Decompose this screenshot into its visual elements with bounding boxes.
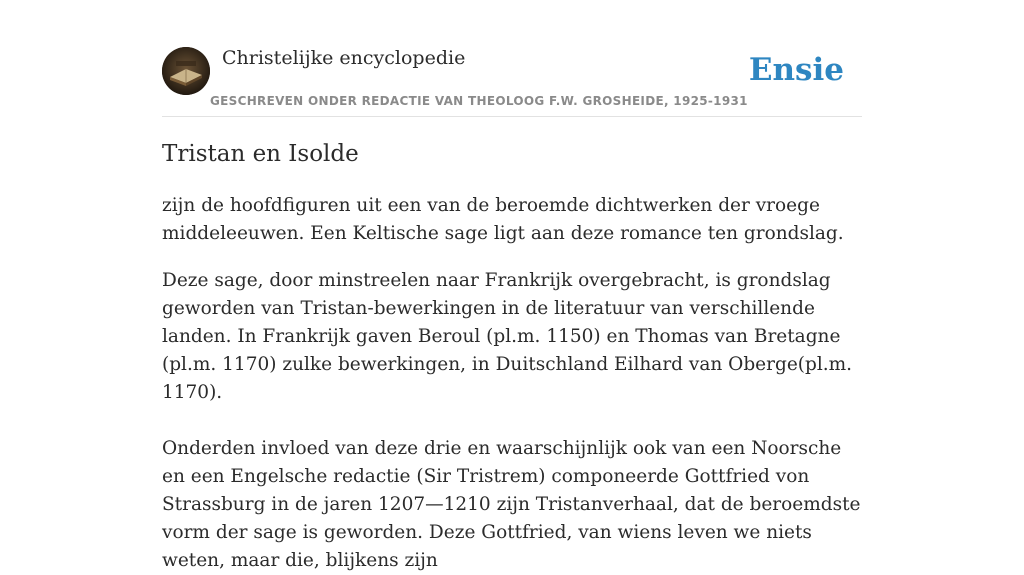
paragraph: Deze sage, door minstreelen naar Frankrijk overgebracht, is grondslag geworden van Tristan-bewerkingen in de literatuur van verschillende landen. In Frankrijk gaven Beroul (pl.m. 1150) en Thomas van Bretagne (pl.m. 1170) zulke bewerkingen, in Duitschland Eilhard van Oberge(pl.m. 1170). [162,270,853,403]
paragraph: zijn de hoofdfiguren uit een van de beroemde dichtwerken der vroege middeleeuwen. Een Keltische sage ligt aan deze romance ten grondslag. [162,195,844,244]
ensie-logo-link[interactable]: Ensie [748,52,844,88]
site-subtitle: GESCHREVEN ONDER REDACTIE VAN THEOLOOG F.W. GROSHEIDE, 1925-1931 [210,94,748,108]
paragraph: Onderden invloed van deze drie en waarschijnlijk ook van een Noorsche en een Engelsche redactie (Sir Tristrem) componeerde Gottfried von Strassburg in de jaren 1207—1210 zijn Tristanverhaal, dat de beroemdste vorm der sage is geworden. Deze Gottfried, van wiens leven we niets weten, maar die, blijkens zijn [162,438,861,571]
site-header [162,46,862,117]
article-body [162,192,862,575]
site-title[interactable]: Christelijke encyclopedie [222,47,466,69]
book-icon[interactable] [162,47,210,95]
page [162,0,862,571]
article-title: Tristan en Isolde [162,141,359,167]
